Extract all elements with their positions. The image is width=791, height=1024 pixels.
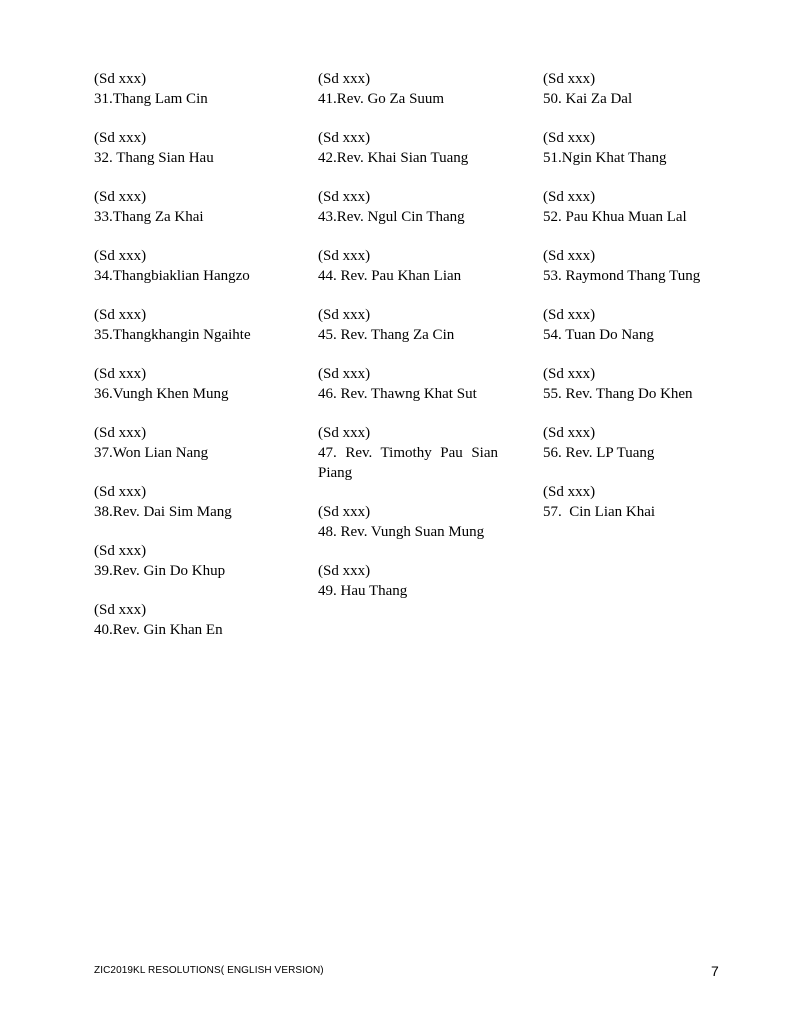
signature-placeholder: (Sd xxx) [318,248,371,264]
signature-placeholder: (Sd xxx) [318,189,371,205]
signatory-entry [543,69,743,109]
signature-placeholder: (Sd xxx) [318,366,371,382]
signatory-entry [94,305,294,345]
signatory-name: 47. Rev. Timothy Pau Sian Piang [318,445,498,481]
signature-placeholder: (Sd xxx) [543,71,596,87]
signatory-entry [318,69,498,109]
signature-placeholder: (Sd xxx) [543,366,596,382]
signature-placeholder: (Sd xxx) [318,425,371,441]
signatory-entry [543,423,743,463]
signatory-column-3 [543,69,743,541]
signatory-name: 52. Pau Khua Muan Lal [543,209,687,225]
signatory-entry [318,305,498,345]
signature-placeholder: (Sd xxx) [94,484,147,500]
signatory-entry [318,187,498,227]
signatory-name: 41.Rev. Go Za Suum [318,91,445,107]
signatory-entry [543,187,743,227]
signature-placeholder: (Sd xxx) [318,71,371,87]
signature-placeholder: (Sd xxx) [94,602,147,618]
signature-placeholder: (Sd xxx) [94,130,147,146]
signature-placeholder: (Sd xxx) [318,130,371,146]
signature-placeholder: (Sd xxx) [94,189,147,205]
signatory-name: 32. Thang Sian Hau [94,150,214,166]
signature-placeholder: (Sd xxx) [318,504,371,520]
signatory-column-2 [318,69,498,620]
signature-placeholder: (Sd xxx) [94,425,147,441]
signatory-name: 57. Cin Lian Khai [543,504,656,520]
signatory-name: 36.Vungh Khen Mung [94,386,229,402]
signatory-name: 37.Won Lian Nang [94,445,209,461]
signature-placeholder: (Sd xxx) [318,563,371,579]
signatory-entry [94,600,294,640]
signatory-entry [94,541,294,581]
signatory-entry [543,246,743,286]
signature-placeholder: (Sd xxx) [543,130,596,146]
signatory-name: 35.Thangkhangin Ngaihte [94,327,251,343]
signature-placeholder: (Sd xxx) [543,425,596,441]
signatory-name: 33.Thang Za Khai [94,209,204,225]
signatory-name: 43.Rev. Ngul Cin Thang [318,209,465,225]
signatory-name: 46. Rev. Thawng Khat Sut [318,386,477,402]
signatory-column-1 [94,69,294,659]
signatory-name: 40.Rev. Gin Khan En [94,622,223,638]
signatory-name: 51.Ngin Khat Thang [543,150,667,166]
signatory-name: 49. Hau Thang [318,583,408,599]
signatory-name: 39.Rev. Gin Do Khup [94,563,226,579]
signatory-name: 44. Rev. Pau Khan Lian [318,268,462,284]
signature-placeholder: (Sd xxx) [543,307,596,323]
signature-placeholder: (Sd xxx) [94,71,147,87]
signature-placeholder: (Sd xxx) [318,307,371,323]
signatory-entry [318,246,498,286]
signatory-name: 31.Thang Lam Cin [94,91,208,107]
signatory-entry [543,128,743,168]
signatory-entry [94,187,294,227]
signatory-entry [94,69,294,109]
signatory-name: 50. Kai Za Dal [543,91,633,107]
signatory-entry [94,128,294,168]
signatory-name: 54. Tuan Do Nang [543,327,654,343]
signatory-entry [318,364,498,404]
signatory-entry [543,482,743,522]
signatory-entry [318,502,498,542]
signature-placeholder: (Sd xxx) [543,484,596,500]
signatory-entry [318,128,498,168]
signatory-entry [543,305,743,345]
signature-placeholder: (Sd xxx) [94,248,147,264]
signature-placeholder: (Sd xxx) [94,366,147,382]
footer-document-title: ZIC2019KL RESOLUTIONS( ENGLISH VERSION) [94,965,324,976]
signatory-entry [94,423,294,463]
page-number: 7 [711,963,719,979]
signature-placeholder: (Sd xxx) [543,248,596,264]
signatory-name: 38.Rev. Dai Sim Mang [94,504,232,520]
signatory-name: 45. Rev. Thang Za Cin [318,327,455,343]
signature-placeholder: (Sd xxx) [94,543,147,559]
signatory-entry [543,364,743,404]
signatory-entry [94,364,294,404]
signatory-entry [94,246,294,286]
signatory-name: 34.Thangbiaklian Hangzo [94,268,250,284]
signatory-entry [318,423,498,483]
signatory-name: 53. Raymond Thang Tung [543,268,701,284]
signature-placeholder: (Sd xxx) [94,307,147,323]
signatory-name: 48. Rev. Vungh Suan Mung [318,524,485,540]
signatory-name: 55. Rev. Thang Do Khen [543,386,693,402]
signatory-entry [94,482,294,522]
signatory-name: 56. Rev. LP Tuang [543,445,655,461]
signature-placeholder: (Sd xxx) [543,189,596,205]
signatory-entry [318,561,498,601]
signatory-name: 42.Rev. Khai Sian Tuang [318,150,469,166]
